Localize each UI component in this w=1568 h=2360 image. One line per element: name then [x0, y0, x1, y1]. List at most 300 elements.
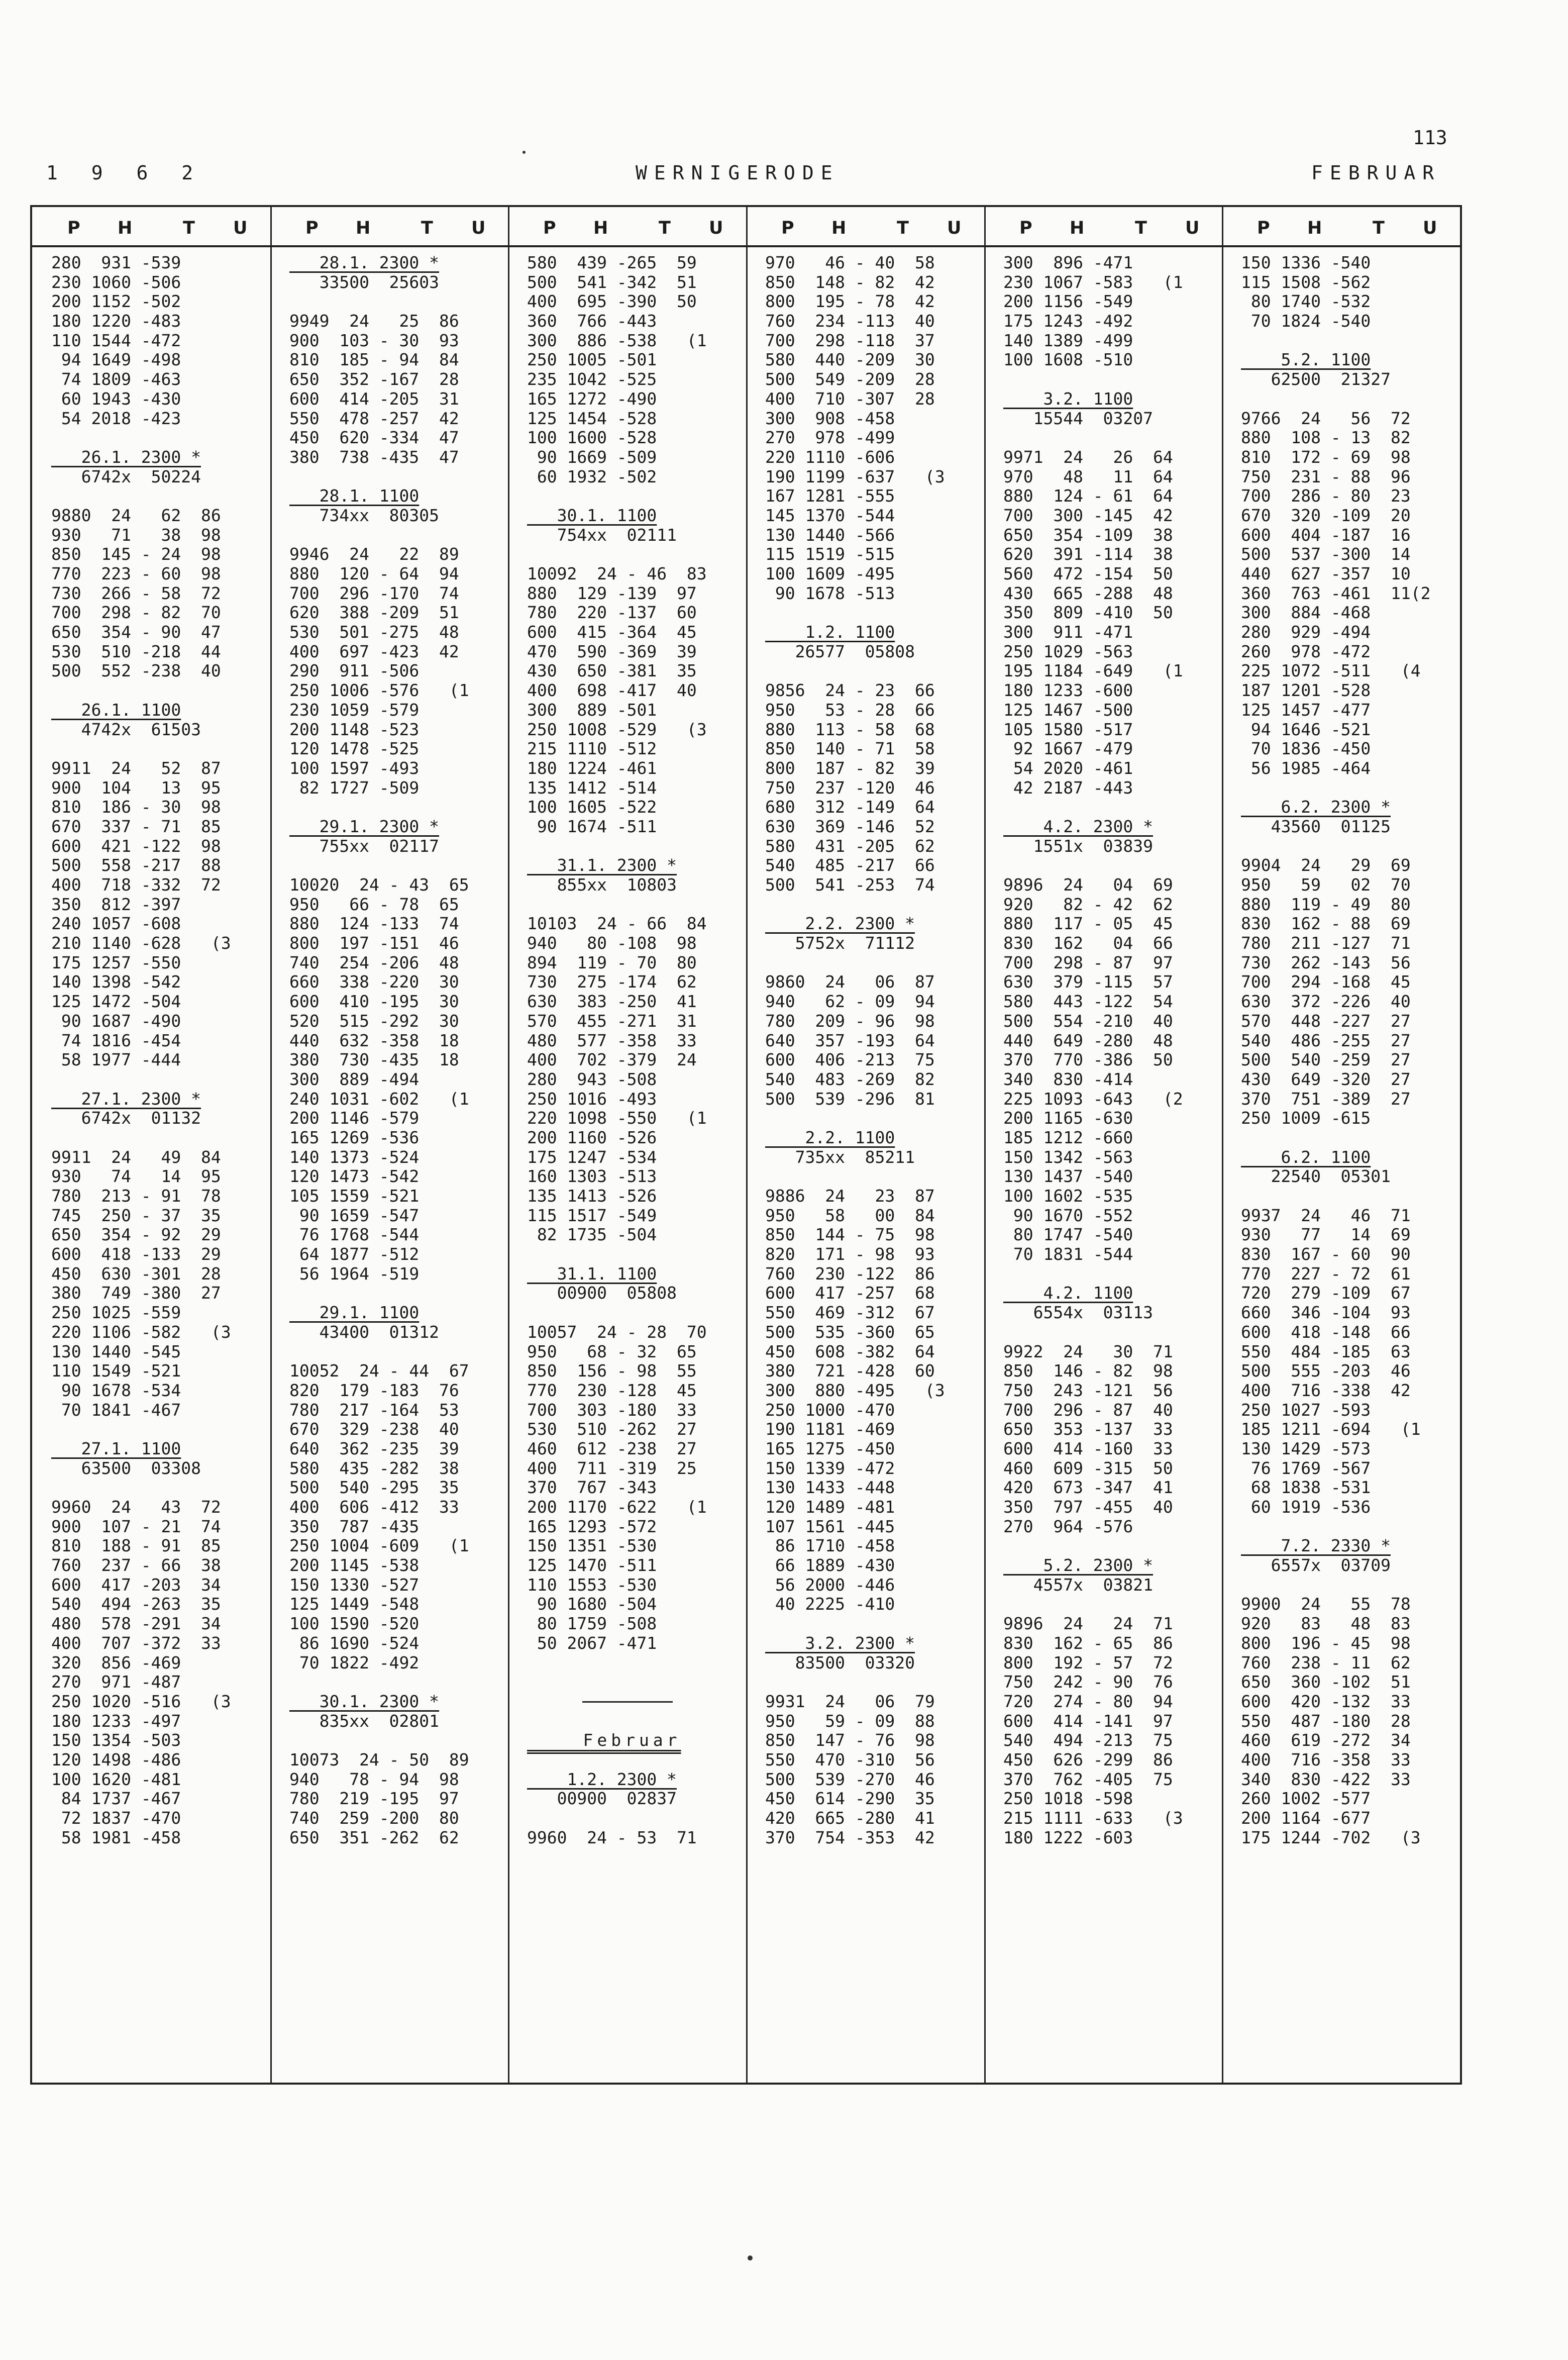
data-row: 9896 24 04 69 — [1003, 875, 1173, 895]
data-row: 570 455 -271 31 — [527, 1011, 697, 1031]
data-row: 10073 24 - 50 89 — [289, 1749, 469, 1769]
spacer — [527, 1712, 748, 1731]
data-row: 150 1330 -527 — [289, 1575, 420, 1595]
data-row: 135 1412 -514 — [527, 777, 657, 798]
data-row: 800 197 -151 46 — [289, 933, 459, 953]
data-row: 180 1224 -461 — [527, 758, 657, 778]
data-row: 880 129 -139 97 — [527, 583, 697, 603]
data-row: 770 227 - 72 61 — [1241, 1263, 1411, 1284]
data-row: 750 242 - 90 76 — [1003, 1672, 1173, 1692]
data-row: 135 1413 -526 — [527, 1186, 657, 1206]
data-row: 650 351 -262 62 — [289, 1827, 459, 1847]
data-row: 850 144 - 75 98 — [765, 1225, 935, 1245]
data-row: 720 274 - 80 94 — [1003, 1691, 1173, 1711]
data-row: 800 196 - 45 98 — [1241, 1633, 1411, 1653]
station-code: 4557x 03821 — [1003, 1575, 1154, 1595]
data-row: 200 1165 -630 — [1003, 1108, 1133, 1128]
column-header-u: U — [947, 218, 962, 238]
data-row: 670 329 -238 40 — [289, 1419, 459, 1439]
column-header-h: H — [118, 218, 133, 238]
data-row: 770 223 - 60 98 — [51, 564, 221, 583]
spacer — [1003, 798, 1224, 817]
sounding-date-time: 6.2. 1100 — [1241, 1147, 1371, 1167]
data-row: 180 1222 -603 — [1003, 1827, 1133, 1847]
column-header-t: T — [421, 218, 433, 238]
column-header — [270, 207, 508, 247]
data-row: 760 238 - 11 62 — [1241, 1652, 1411, 1673]
column-header-t: T — [1373, 218, 1385, 238]
sounding-date-time: 27.1. 2300 * — [51, 1089, 201, 1109]
station-code: 83500 03320 — [765, 1652, 915, 1673]
station-code: 00900 05808 — [527, 1283, 677, 1303]
data-row: 250 1025 -559 — [51, 1303, 181, 1323]
column-header-p: P — [67, 218, 80, 238]
column-header-p: P — [305, 218, 319, 238]
data-row: 880 120 - 64 94 — [289, 564, 459, 583]
data-row: 300 886 -538 (1 — [527, 330, 707, 350]
data-row: 64 1877 -512 — [289, 1244, 420, 1264]
data-row: 450 614 -290 35 — [765, 1789, 935, 1809]
sounding-date-time: 26.1. 2300 * — [51, 447, 201, 467]
data-row: 54 2018 -423 — [51, 408, 181, 428]
data-row: 600 417 -203 34 — [51, 1575, 221, 1595]
data-row: 94 1646 -521 — [1241, 719, 1371, 739]
data-row: 185 1211 -694 (1 — [1241, 1419, 1421, 1439]
data-row: 72 1837 -470 — [51, 1808, 181, 1828]
data-row: 540 494 -263 35 — [51, 1594, 221, 1614]
data-row: 730 266 - 58 72 — [51, 583, 221, 603]
data-row: 9900 24 55 78 — [1241, 1594, 1411, 1614]
spacer — [527, 1303, 748, 1323]
data-row: 9766 24 56 72 — [1241, 408, 1411, 428]
data-row: 10092 24 - 46 83 — [527, 564, 707, 583]
sounding-date-time: 2.2. 1100 — [765, 1127, 895, 1147]
spacer — [1003, 1323, 1224, 1342]
spacer — [765, 1614, 986, 1634]
data-row: 60 1943 -430 — [51, 388, 181, 409]
spacer — [289, 1731, 510, 1750]
data-row: 300 884 -468 — [1241, 603, 1371, 623]
data-row: 830 162 - 88 69 — [1241, 914, 1411, 934]
data-row: 165 1293 -572 — [527, 1516, 657, 1536]
data-row: 350 797 -455 40 — [1003, 1497, 1173, 1517]
data-row: 660 338 -220 30 — [289, 972, 459, 992]
data-row: 125 1449 -548 — [289, 1594, 420, 1614]
spacer — [51, 486, 272, 506]
station-code: 00900 02837 — [527, 1789, 677, 1809]
data-row: 440 627 -357 10 — [1241, 564, 1411, 583]
data-row: 175 1243 -492 — [1003, 311, 1133, 331]
data-row: 115 1519 -515 — [765, 544, 895, 564]
data-row: 440 632 -358 18 — [289, 1030, 459, 1050]
data-row: 650 354 - 90 47 — [51, 622, 221, 642]
data-row: 760 230 -122 86 — [765, 1263, 935, 1284]
data-row: 350 809 -410 50 — [1003, 603, 1173, 623]
data-row: 800 195 - 78 42 — [765, 291, 935, 312]
data-row: 9946 24 22 89 — [289, 544, 459, 564]
data-row: 105 1580 -517 — [1003, 719, 1133, 739]
data-row: 380 730 -435 18 — [289, 1050, 459, 1070]
data-row: 68 1838 -531 — [1241, 1478, 1371, 1498]
data-row: 850 156 - 98 55 — [527, 1361, 697, 1381]
data-row: 600 418 -148 66 — [1241, 1322, 1411, 1342]
data-row: 580 431 -205 62 — [765, 836, 935, 856]
data-row: 650 360 -102 51 — [1241, 1672, 1411, 1692]
data-row: 250 1009 -615 — [1241, 1108, 1371, 1128]
data-row: 220 1098 -550 (1 — [527, 1108, 707, 1128]
data-row: 165 1272 -490 — [527, 388, 657, 409]
data-row: 235 1042 -525 — [527, 369, 657, 389]
column-header-t: T — [183, 218, 195, 238]
data-row: 700 303 -180 33 — [527, 1400, 697, 1420]
sounding-date-time: 1.2. 1100 — [765, 622, 895, 642]
data-row: 280 931 -539 — [51, 253, 181, 272]
sounding-date-time: 3.2. 2300 * — [765, 1633, 915, 1653]
data-row: 130 1440 -545 — [51, 1341, 181, 1361]
data-row: 250 1005 -501 — [527, 350, 657, 370]
data-row: 70 1824 -540 — [1241, 311, 1371, 331]
data-row: 400 710 -307 28 — [765, 388, 935, 409]
station-code: 6742x 50224 — [51, 466, 201, 486]
spacer — [1241, 837, 1462, 856]
column-header — [508, 207, 746, 247]
sounding-date-time: 4.2. 2300 * — [1003, 816, 1154, 836]
data-row: 195 1184 -649 (1 — [1003, 661, 1183, 681]
sounding-date-time: 30.1. 2300 * — [289, 1691, 440, 1711]
data-row: 600 414 -160 33 — [1003, 1438, 1173, 1458]
data-row: 120 1473 -542 — [289, 1166, 420, 1187]
data-row: 175 1244 -702 (3 — [1241, 1827, 1421, 1847]
sounding-date-time: 31.1. 2300 * — [527, 855, 677, 875]
data-row: 300 880 -495 (3 — [765, 1380, 945, 1400]
data-row: 440 649 -280 48 — [1003, 1030, 1173, 1050]
data-row: 500 537 -300 14 — [1241, 544, 1411, 564]
data-row: 115 1517 -549 — [527, 1205, 657, 1225]
data-row: 700 298 - 82 70 — [51, 603, 221, 623]
data-row: 520 515 -292 30 — [289, 1011, 459, 1031]
data-row: 230 1067 -583 (1 — [1003, 272, 1183, 292]
station-code: 6742x 01132 — [51, 1108, 201, 1128]
data-row: 380 738 -435 47 — [289, 447, 459, 467]
data-row: 215 1111 -633 (3 — [1003, 1808, 1183, 1828]
data-row: 780 213 - 91 78 — [51, 1186, 221, 1206]
spacer — [51, 1128, 272, 1148]
data-row: 500 540 -259 27 — [1241, 1050, 1411, 1070]
column-header-h: H — [593, 218, 608, 238]
station-code: 33500 25603 — [289, 272, 440, 292]
data-row: 125 1454 -528 — [527, 408, 657, 428]
data-row: 350 812 -397 — [51, 894, 181, 914]
data-row: 700 298 - 87 97 — [1003, 952, 1173, 972]
data-row: 10052 24 - 44 67 — [289, 1361, 469, 1381]
data-row: 150 1354 -503 — [51, 1730, 181, 1750]
spacer — [765, 1167, 986, 1187]
data-row: 750 237 -120 46 — [765, 777, 935, 798]
data-row: 500 558 -217 88 — [51, 855, 221, 875]
data-row: 580 435 -282 38 — [289, 1458, 459, 1478]
data-row: 700 296 -170 74 — [289, 583, 459, 603]
column-divider — [508, 207, 509, 2083]
data-row: 10020 24 - 43 65 — [289, 875, 469, 895]
data-row: 930 71 38 98 — [51, 525, 221, 545]
data-row: 730 262 -143 56 — [1241, 952, 1411, 972]
data-row: 950 59 - 09 88 — [765, 1711, 935, 1731]
data-row: 200 1146 -579 — [289, 1108, 420, 1128]
data-row: 110 1549 -521 — [51, 1361, 181, 1381]
data-row: 700 298 -118 37 — [765, 330, 935, 350]
spacer — [527, 1673, 748, 1692]
data-row: 370 751 -389 27 — [1241, 1089, 1411, 1109]
data-column — [1241, 253, 1462, 1847]
data-row: 180 1220 -483 — [51, 311, 181, 331]
data-row: 800 192 - 57 72 — [1003, 1652, 1173, 1673]
data-row: 125 1467 -500 — [1003, 700, 1133, 720]
sounding-date-time: 3.2. 1100 — [1003, 388, 1133, 409]
data-row: 94 1649 -498 — [51, 350, 181, 370]
data-row: 125 1457 -477 — [1241, 700, 1371, 720]
data-row: 9960 24 43 72 — [51, 1497, 221, 1517]
data-row: 540 486 -255 27 — [1241, 1030, 1411, 1050]
data-row: 70 1831 -544 — [1003, 1244, 1133, 1264]
data-row: 400 695 -390 50 — [527, 291, 697, 312]
column-header — [746, 207, 984, 247]
data-row: 9922 24 30 71 — [1003, 1341, 1173, 1361]
data-row: 340 830 -422 33 — [1241, 1769, 1411, 1789]
data-row: 650 352 -167 28 — [289, 369, 459, 389]
data-row: 220 1106 -582 (3 — [51, 1322, 231, 1342]
spacer — [527, 1809, 748, 1828]
data-row: 880 113 - 58 68 — [765, 719, 935, 739]
data-row: 530 501 -275 48 — [289, 622, 459, 642]
data-row: 280 943 -508 — [527, 1069, 657, 1089]
data-row: 630 369 -146 52 — [765, 816, 935, 836]
data-row: 90 1678 -513 — [765, 583, 895, 603]
data-row: 10057 24 - 28 70 — [527, 1322, 707, 1342]
spacer — [1241, 389, 1462, 409]
data-row: 110 1544 -472 — [51, 330, 181, 350]
data-row: 780 220 -137 60 — [527, 603, 697, 623]
data-row: 90 1678 -534 — [51, 1380, 181, 1400]
data-row: 120 1498 -486 — [51, 1749, 181, 1769]
data-column — [289, 253, 510, 1847]
data-row: 175 1247 -534 — [527, 1147, 657, 1167]
data-row: 70 1841 -467 — [51, 1400, 181, 1420]
data-row: 76 1769 -567 — [1241, 1458, 1371, 1478]
data-row: 500 540 -295 35 — [289, 1478, 459, 1498]
data-row: 270 964 -576 — [1003, 1516, 1133, 1536]
data-row: 250 1027 -593 — [1241, 1400, 1371, 1420]
station-code: 754xx 02111 — [527, 525, 677, 545]
data-row: 200 1152 -502 — [51, 291, 181, 312]
spacer — [51, 739, 272, 759]
data-row: 370 770 -386 50 — [1003, 1050, 1173, 1070]
data-row: 810 186 - 30 98 — [51, 797, 221, 817]
data-row: 84 1737 -467 — [51, 1789, 181, 1809]
data-row: 107 1561 -445 — [765, 1516, 895, 1536]
data-row: 750 231 - 88 96 — [1241, 466, 1411, 486]
data-row: 200 1145 -538 — [289, 1555, 420, 1576]
column-header-u: U — [233, 218, 248, 238]
sounding-date-time: 2.2. 2300 * — [765, 914, 915, 934]
data-row: 560 472 -154 50 — [1003, 564, 1173, 583]
spacer — [51, 1070, 272, 1090]
data-row: 9971 24 26 64 — [1003, 447, 1173, 467]
station-code: 6554x 03113 — [1003, 1303, 1154, 1323]
data-row: 600 406 -213 75 — [765, 1050, 935, 1070]
data-row: 150 1342 -563 — [1003, 1147, 1133, 1167]
data-row: 880 119 - 49 80 — [1241, 894, 1411, 914]
sounding-date-time: 30.1. 1100 — [527, 505, 657, 525]
data-row: 260 978 -472 — [1241, 641, 1371, 661]
spacer — [1241, 1576, 1462, 1595]
data-row: 225 1093 -643 (2 — [1003, 1089, 1183, 1109]
data-row: 400 716 -338 42 — [1241, 1380, 1411, 1400]
data-row: 450 626 -299 86 — [1003, 1749, 1173, 1769]
data-row: 850 147 - 76 98 — [765, 1730, 935, 1750]
data-row: 300 911 -471 — [1003, 622, 1133, 642]
data-row: 180 1233 -600 — [1003, 680, 1133, 701]
spacer — [1241, 1517, 1462, 1537]
data-row: 580 443 -122 54 — [1003, 992, 1173, 1012]
spacer — [289, 467, 510, 487]
data-row: 930 77 14 69 — [1241, 1225, 1411, 1245]
data-row: 400 707 -372 33 — [51, 1633, 221, 1653]
data-row: 115 1508 -562 — [1241, 272, 1371, 292]
data-row: 380 721 -428 60 — [765, 1361, 935, 1381]
data-row: 70 1836 -450 — [1241, 739, 1371, 759]
station-code: 1551x 03839 — [1003, 836, 1154, 856]
data-row: 400 697 -423 42 — [289, 641, 459, 661]
header-year: 1 9 6 2 — [46, 162, 204, 184]
data-row: 800 187 - 82 39 — [765, 758, 935, 778]
data-row: 370 754 -353 42 — [765, 1827, 935, 1847]
data-row: 250 1008 -529 (3 — [527, 719, 707, 739]
data-row: 450 620 -334 47 — [289, 428, 459, 448]
data-row: 200 1170 -622 (1 — [527, 1497, 707, 1517]
data-row: 290 911 -506 — [289, 661, 420, 681]
data-row: 670 320 -109 20 — [1241, 505, 1411, 525]
data-row: 100 1620 -481 — [51, 1769, 181, 1789]
data-row: 600 418 -133 29 — [51, 1244, 221, 1264]
data-row: 900 107 - 21 74 — [51, 1516, 221, 1536]
spacer — [1003, 370, 1224, 389]
data-row: 950 68 - 32 65 — [527, 1341, 697, 1361]
data-row: 92 1667 -479 — [1003, 739, 1133, 759]
data-row: 200 1156 -549 — [1003, 291, 1133, 312]
data-row: 58 1981 -458 — [51, 1827, 181, 1847]
data-row: 74 1816 -454 — [51, 1030, 181, 1050]
data-row: 300 896 -471 — [1003, 253, 1133, 272]
data-row: 460 609 -315 50 — [1003, 1458, 1173, 1478]
data-row: 86 1690 -524 — [289, 1633, 420, 1653]
data-row: 110 1553 -530 — [527, 1575, 657, 1595]
data-row: 780 211 -127 71 — [1241, 933, 1411, 953]
header-month: FEBRUAR — [1311, 162, 1441, 184]
data-row: 830 162 04 66 — [1003, 933, 1173, 953]
data-row: 830 167 - 60 90 — [1241, 1244, 1411, 1264]
spacer — [51, 428, 272, 448]
data-row: 720 279 -109 67 — [1241, 1283, 1411, 1303]
data-row: 500 541 -342 51 — [527, 272, 697, 292]
spacer — [289, 292, 510, 312]
data-row: 600 404 -187 16 — [1241, 525, 1411, 545]
data-row: 530 510 -218 44 — [51, 641, 221, 661]
spacer — [289, 798, 510, 817]
data-row: 660 346 -104 93 — [1241, 1303, 1411, 1323]
data-row: 950 53 - 28 66 — [765, 700, 935, 720]
data-row: 470 590 -369 39 — [527, 641, 697, 661]
data-row: 580 440 -209 30 — [765, 350, 935, 370]
data-row: 130 1433 -448 — [765, 1478, 895, 1498]
spacer — [51, 1420, 272, 1439]
station-code: 43560 01125 — [1241, 816, 1391, 836]
data-row: 82 1727 -509 — [289, 777, 420, 798]
data-row: 42 2187 -443 — [1003, 777, 1133, 798]
data-row: 150 1351 -530 — [527, 1536, 657, 1556]
data-row: 145 1370 -544 — [765, 505, 895, 525]
data-row: 370 767 -343 — [527, 1478, 657, 1498]
data-row: 250 1029 -563 — [1003, 641, 1133, 661]
data-row: 880 108 - 13 82 — [1241, 428, 1411, 448]
data-row: 745 250 - 37 35 — [51, 1205, 221, 1225]
data-row: 130 1429 -573 — [1241, 1438, 1371, 1458]
station-code: 855xx 10803 — [527, 875, 677, 895]
column-header-t: T — [659, 218, 671, 238]
spacer — [1003, 428, 1224, 448]
data-row: 90 1670 -552 — [1003, 1205, 1133, 1225]
data-row: 900 103 - 30 93 — [289, 330, 459, 350]
data-row: 780 209 - 96 98 — [765, 1011, 935, 1031]
data-row: 894 119 - 70 80 — [527, 952, 697, 972]
data-row: 165 1269 -536 — [289, 1127, 420, 1147]
data-row: 400 606 -412 33 — [289, 1497, 459, 1517]
data-row: 920 82 - 42 62 — [1003, 894, 1173, 914]
data-row: 650 353 -137 33 — [1003, 1419, 1173, 1439]
spacer — [765, 603, 986, 623]
data-row: 650 354 -109 38 — [1003, 525, 1173, 545]
data-row: 700 296 - 87 40 — [1003, 1400, 1173, 1420]
sounding-date-time: 28.1. 1100 — [289, 486, 420, 506]
column-header-p: P — [781, 218, 794, 238]
data-row: 930 74 14 95 — [51, 1166, 221, 1187]
data-row: 850 146 - 82 98 — [1003, 1361, 1173, 1381]
data-row: 80 1759 -508 — [527, 1614, 657, 1634]
data-row: 220 1110 -606 — [765, 447, 895, 467]
data-row: 730 275 -174 62 — [527, 972, 697, 992]
data-row: 970 48 11 64 — [1003, 466, 1173, 486]
data-row: 950 59 02 70 — [1241, 875, 1411, 895]
sounding-date-time: 1.2. 2300 * — [527, 1769, 677, 1789]
data-row: 550 484 -185 63 — [1241, 1341, 1411, 1361]
data-row: 500 535 -360 65 — [765, 1322, 935, 1342]
data-row: 9896 24 24 71 — [1003, 1614, 1173, 1634]
data-row: 850 148 - 82 42 — [765, 272, 935, 292]
data-row: 680 312 -149 64 — [765, 797, 935, 817]
data-row: 130 1437 -540 — [1003, 1166, 1133, 1187]
data-row: 54 2020 -461 — [1003, 758, 1133, 778]
data-column — [765, 253, 986, 1847]
data-row: 630 379 -115 57 — [1003, 972, 1173, 992]
data-row: 76 1768 -544 — [289, 1225, 420, 1245]
data-row: 600 420 -132 33 — [1241, 1691, 1411, 1711]
sounding-date-time: 6.2. 2300 * — [1241, 797, 1391, 817]
data-row: 100 1609 -495 — [765, 564, 895, 583]
data-row: 80 1747 -540 — [1003, 1225, 1133, 1245]
spacer — [1241, 331, 1462, 351]
data-row: 9856 24 - 23 66 — [765, 680, 935, 701]
spacer — [1003, 1264, 1224, 1284]
ink-speck — [522, 151, 526, 154]
